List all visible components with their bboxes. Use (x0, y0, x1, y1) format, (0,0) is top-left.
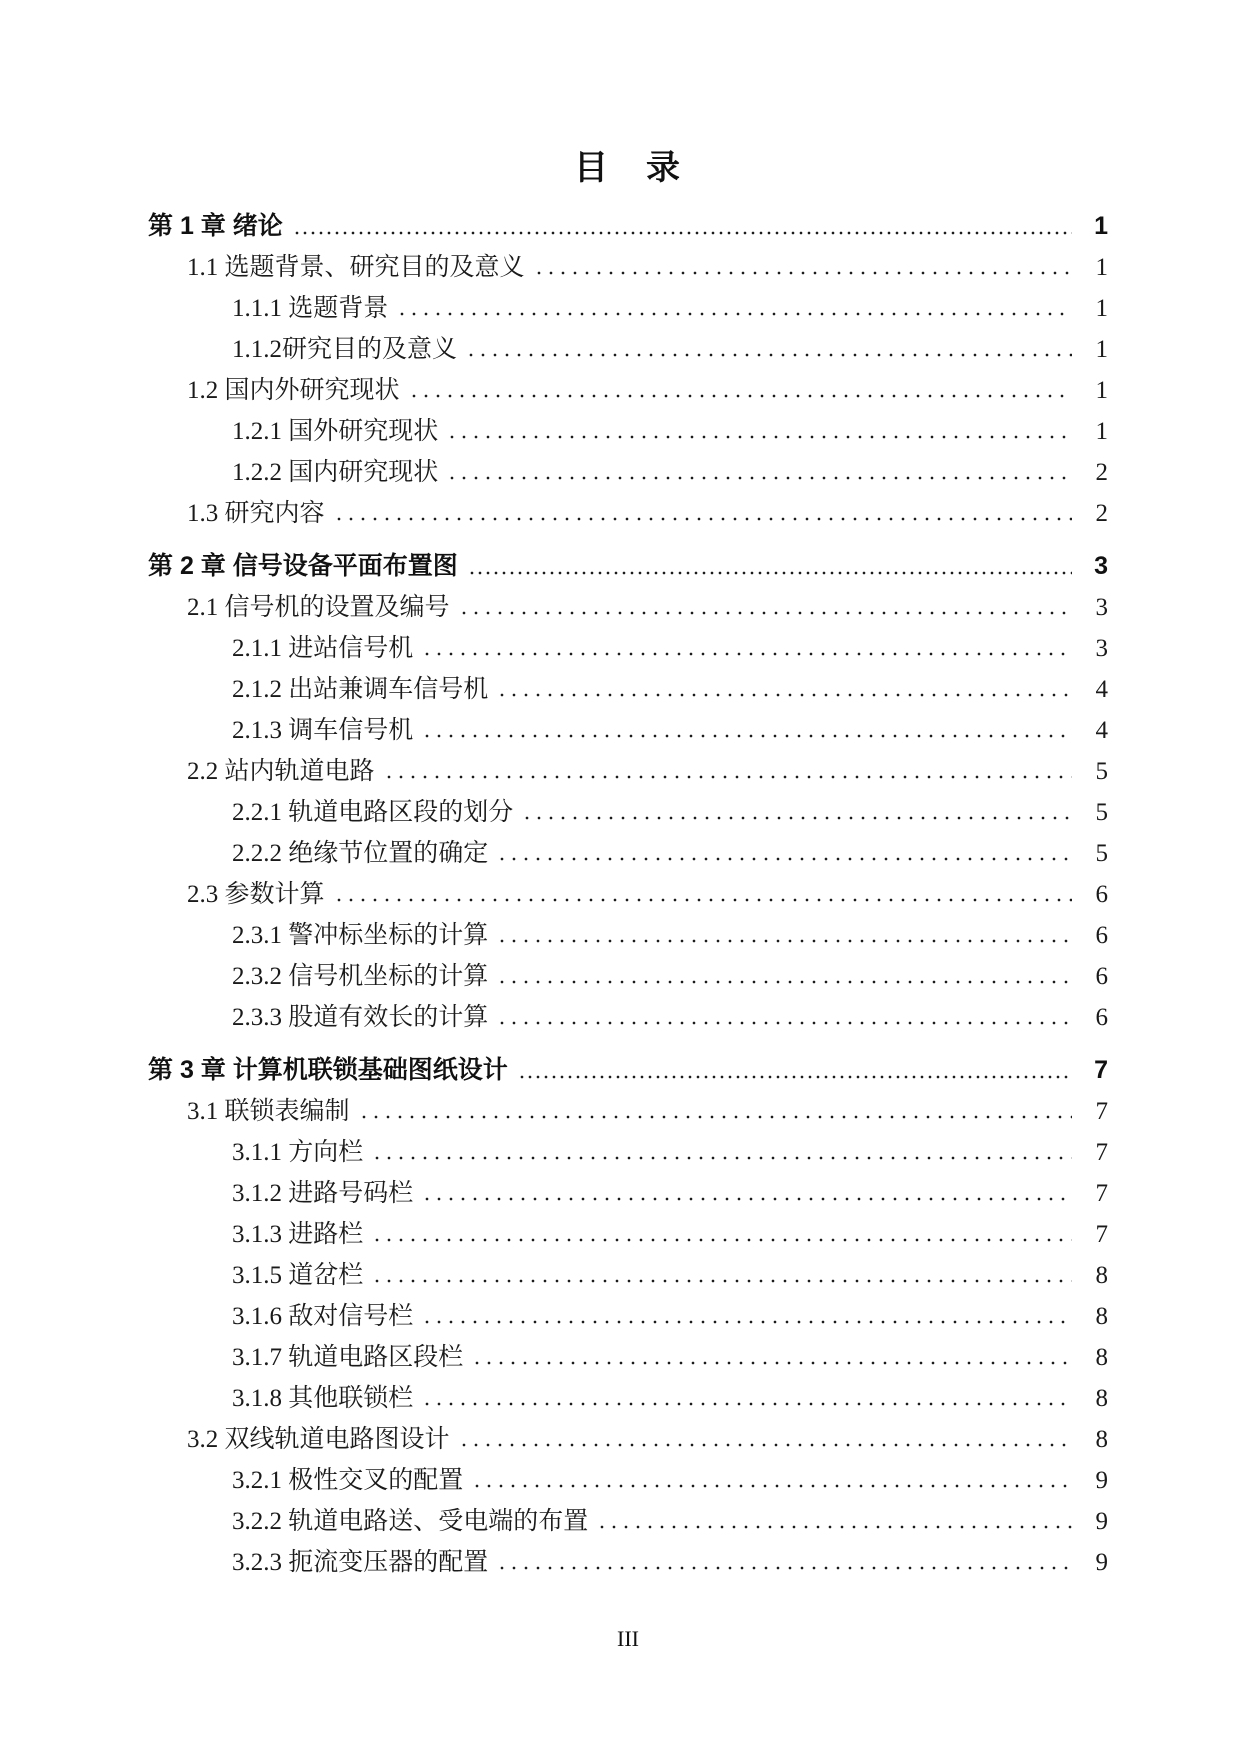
toc-entry-page: 8 (1095, 1343, 1108, 1371)
dot-leader (375, 1279, 1072, 1283)
dot-leader (462, 1443, 1072, 1447)
toc-entry-label: 1.1 选题背景、研究目的及意义 (187, 253, 525, 281)
toc-entry (148, 1166, 1108, 1207)
dot-leader (500, 1021, 1072, 1025)
dot-leader (295, 231, 1072, 235)
toc-entry-page: 8 (1095, 1261, 1108, 1289)
toc-entry-label: 2.2.1 轨道电路区段的划分 (232, 798, 514, 826)
toc-entry-page: 1 (1095, 335, 1108, 363)
toc-entry (148, 1043, 1108, 1084)
toc-entry (148, 949, 1108, 990)
toc-entry-label: 第 1 章 绪论 (148, 211, 283, 240)
toc-entry-page: 5 (1095, 839, 1108, 867)
page-title: 目 录 (574, 149, 682, 187)
toc-entry-label: 1.2 国内外研究现状 (187, 376, 400, 404)
toc-entry-label: 3.1.8 其他联锁栏 (232, 1384, 414, 1412)
toc-entry-label: 1.3 研究内容 (187, 499, 325, 527)
toc-entry-label: 3.2.2 轨道电路送、受电端的布置 (232, 1507, 589, 1535)
toc-entry (148, 580, 1108, 621)
toc-entry-label: 2.1.2 出站兼调车信号机 (232, 675, 489, 703)
dot-leader (475, 1484, 1072, 1488)
toc-entry-label: 2.3 参数计算 (187, 880, 325, 908)
toc-entry (148, 1453, 1108, 1494)
toc-entry (148, 621, 1108, 662)
toc-entry-label: 2.3.2 信号机坐标的计算 (232, 962, 489, 990)
toc-entry (148, 240, 1108, 281)
toc-entry-page: 1 (1094, 211, 1108, 240)
dot-leader (470, 571, 1072, 575)
toc-entry-label: 2.1.1 进站信号机 (232, 634, 414, 662)
toc-entry-page: 2 (1095, 458, 1108, 486)
toc-entry-page: 8 (1095, 1384, 1108, 1412)
dot-leader (425, 734, 1072, 738)
toc-entry-page: 4 (1095, 675, 1108, 703)
toc-entry-label: 3.1 联锁表编制 (187, 1097, 350, 1125)
toc-entry-label: 3.1.6 敌对信号栏 (232, 1302, 414, 1330)
toc-entry-page: 7 (1095, 1220, 1108, 1248)
toc-entry-label: 3.1.2 进路号码栏 (232, 1179, 414, 1207)
dot-leader (500, 1566, 1072, 1570)
toc-entry (148, 199, 1108, 240)
dot-leader (537, 271, 1072, 275)
toc-entry (148, 867, 1108, 908)
dot-leader (425, 1197, 1072, 1201)
toc-entry-page: 6 (1095, 962, 1108, 990)
toc-entry-label: 3.2.1 极性交叉的配置 (232, 1466, 464, 1494)
toc-entry-label: 2.3.3 股道有效长的计算 (232, 1003, 489, 1031)
toc-entry (148, 1371, 1108, 1412)
toc-list (148, 187, 1108, 1576)
toc-entry (148, 322, 1108, 363)
toc-entry-label: 1.1.1 选题背景 (232, 294, 389, 322)
toc-entry (148, 363, 1108, 404)
toc-entry-label: 1.2.1 国外研究现状 (232, 417, 439, 445)
toc-entry-label: 3.1.7 轨道电路区段栏 (232, 1343, 464, 1371)
toc-entry (148, 785, 1108, 826)
dot-leader (337, 517, 1072, 521)
toc-entry (148, 539, 1108, 580)
toc-entry (148, 826, 1108, 867)
toc-entry (148, 703, 1108, 744)
dot-leader (500, 939, 1072, 943)
toc-entry-label: 第 3 章 计算机联锁基础图纸设计 (148, 1055, 508, 1084)
dot-leader (375, 1238, 1072, 1242)
dot-leader (400, 312, 1072, 316)
dot-leader (425, 1402, 1072, 1406)
dot-leader (375, 1156, 1072, 1160)
toc-entry-page: 9 (1095, 1548, 1108, 1576)
toc-entry (148, 445, 1108, 486)
toc-entry-label: 3.2 双线轨道电路图设计 (187, 1425, 450, 1453)
toc-entry-page: 2 (1095, 499, 1108, 527)
toc-entry-page: 5 (1095, 757, 1108, 785)
toc-entry (148, 1535, 1108, 1576)
toc-entry-label: 3.1.1 方向栏 (232, 1138, 364, 1166)
toc-entry-page: 6 (1095, 921, 1108, 949)
toc-entry-label: 2.1 信号机的设置及编号 (187, 593, 450, 621)
dot-leader (475, 1361, 1072, 1365)
dot-leader (450, 476, 1072, 480)
toc-entry (148, 1330, 1108, 1371)
toc-entry (148, 1289, 1108, 1330)
toc-entry (148, 990, 1108, 1031)
toc-entry (148, 1412, 1108, 1453)
toc-entry-page: 1 (1095, 294, 1108, 322)
toc-entry-label: 3.1.3 进路栏 (232, 1220, 364, 1248)
toc-entry-page: 9 (1095, 1507, 1108, 1535)
toc-entry-page: 7 (1095, 1179, 1108, 1207)
toc-entry-page: 1 (1095, 376, 1108, 404)
toc-entry-page: 5 (1095, 798, 1108, 826)
dot-leader (362, 1115, 1072, 1119)
toc-entry-page: 6 (1095, 880, 1108, 908)
toc-entry-page: 4 (1095, 716, 1108, 744)
toc-entry-page: 7 (1094, 1055, 1108, 1084)
toc-entry (148, 1125, 1108, 1166)
dot-leader (500, 857, 1072, 861)
toc-entry (148, 1248, 1108, 1289)
toc-entry-label: 2.2 站内轨道电路 (187, 757, 375, 785)
toc-entry-page: 8 (1095, 1425, 1108, 1453)
toc-entry-page: 1 (1095, 253, 1108, 281)
toc-entry-label: 2.3.1 警冲标坐标的计算 (232, 921, 489, 949)
toc-entry-label: 2.1.3 调车信号机 (232, 716, 414, 744)
toc-entry-page: 3 (1094, 551, 1108, 580)
dot-leader (469, 353, 1072, 357)
dot-leader (525, 816, 1072, 820)
toc-entry-page: 7 (1095, 1097, 1108, 1125)
toc-entry (148, 908, 1108, 949)
toc-entry-page: 7 (1095, 1138, 1108, 1166)
toc-entry-page: 3 (1095, 634, 1108, 662)
dot-leader (600, 1525, 1072, 1529)
dot-leader (387, 775, 1072, 779)
toc-entry-label: 1.2.2 国内研究现状 (232, 458, 439, 486)
toc-entry (148, 1084, 1108, 1125)
toc-entry (148, 486, 1108, 527)
toc-entry-label: 3.1.5 道岔栏 (232, 1261, 364, 1289)
toc-entry (148, 744, 1108, 785)
toc-entry (148, 1207, 1108, 1248)
toc-entry-label: 3.2.3 扼流变压器的配置 (232, 1548, 489, 1576)
toc-entry-page: 3 (1095, 593, 1108, 621)
dot-leader (425, 652, 1072, 656)
dot-leader (500, 693, 1072, 697)
dot-leader (425, 1320, 1072, 1324)
toc-entry (148, 404, 1108, 445)
dot-leader (412, 394, 1072, 398)
toc-entry-label: 第 2 章 信号设备平面布置图 (148, 551, 458, 580)
toc-entry-page: 1 (1095, 417, 1108, 445)
toc-entry (148, 1494, 1108, 1535)
dot-leader (520, 1075, 1072, 1079)
dot-leader (462, 611, 1072, 615)
dot-leader (337, 898, 1072, 902)
footer-page-number: III (617, 1626, 639, 1651)
dot-leader (500, 980, 1072, 984)
toc-entry (148, 281, 1108, 322)
dot-leader (450, 435, 1072, 439)
toc-entry-label: 1.1.2研究目的及意义 (232, 335, 458, 363)
toc-entry (148, 662, 1108, 703)
toc-entry-label: 2.2.2 绝缘节位置的确定 (232, 839, 489, 867)
toc-entry-page: 8 (1095, 1302, 1108, 1330)
toc-entry-page: 9 (1095, 1466, 1108, 1494)
toc-entry-page: 6 (1095, 1003, 1108, 1031)
